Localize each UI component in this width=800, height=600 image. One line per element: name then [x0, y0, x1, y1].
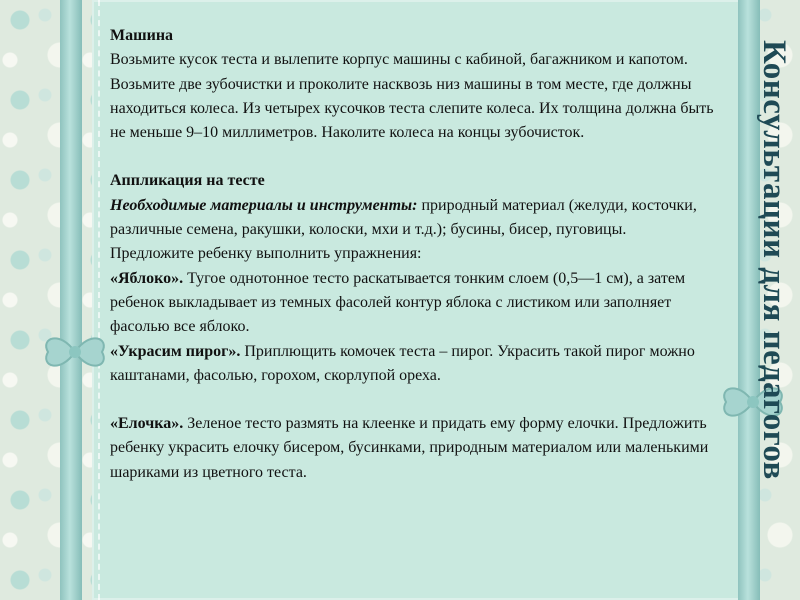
paragraph-materials: Необходимые материалы и инструменты: природный материал (желуди, косточки, различные семена, ракушки, колоски, мхи и т.д.); бусины, бисер, пуговицы.: [110, 196, 697, 239]
heading-car: Машина: [110, 27, 174, 44]
side-title: Консультации для педагогов: [756, 40, 792, 480]
paragraph-tree: «Елочка». Зеленое тесто размять на клеенке и придать ему форму елочки. Предложить ребенку украсить елочку бисером, бусинками, природным материалом или маленькими шариками из цветного теста.: [110, 415, 709, 481]
document-body: [110, 24, 720, 485]
paragraph-car: Возьмите кусок теста и вылепите корпус машины с кабиной, багажником и капотом. Возьмите две зубочистки и проколите насквозь низ машины в том месте, где должны находиться колеса. Из четырех кусочков теста слепите колеса. Их толщина должна быть не меньше 9–10 миллиметров. Наколите колеса на концы зубочисток.: [110, 51, 714, 142]
stitch-left: [98, 0, 100, 600]
heading-applique: Аппликация на тесте: [110, 172, 265, 190]
paragraph-exercises: Предложите ребенку выполнить упражнения:: [110, 245, 422, 263]
bow-left-icon: [40, 330, 110, 374]
paragraph-apple: «Яблоко». Тугое однотонное тесто раскатывается тонким слоем (0,5—1 см), а затем ребенок выкладывает из темных фасолей контур яблока с листиком или заполняет фасолью все яблоко.: [110, 269, 686, 336]
ribbon-left: [60, 0, 82, 600]
paragraph-pie: «Украсим пирог». Приплющить комочек теста – пирог. Украсить такой пирог можно каштанами, фасолью, горохом, скорлупой ореха.: [110, 342, 695, 384]
